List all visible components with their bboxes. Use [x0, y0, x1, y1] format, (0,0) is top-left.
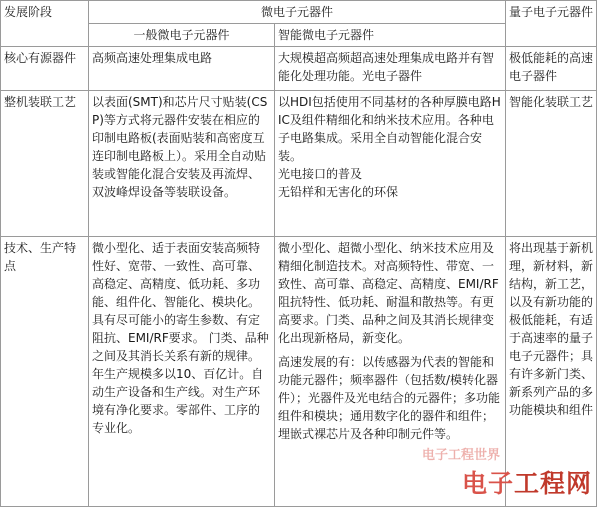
cell-core-quantum: 极低能耗的高速电子器件	[506, 47, 597, 91]
header-row	[1, 1, 597, 24]
header-quantum: 量子电子元器件	[506, 1, 597, 47]
assembly-smart-para-1: 以HDI包括使用不同基材的各种厚膜电路HIC及组件精细化和纳米技术应用。各种电子电路集成。采用全自动智能化混合安装。	[278, 95, 501, 163]
watermark-ghost-text: 电子工程世界	[421, 448, 500, 463]
row-label-tech: 技术、生产特点	[1, 237, 89, 507]
cell-tech-smart	[275, 237, 506, 507]
header-smart-micro: 智能微电子元器件	[275, 24, 506, 47]
cell-assembly-general: 以表面(SMT)和芯片尺寸贴装(CSP)等方式将元器件安装在相应的印制电路板(表面贴装和高密度互连印制电路板上）。采用全自动贴装或智能化混合安装及再流焊、双波峰焊设备等装联设备。	[89, 91, 275, 237]
tech-smart-para-1: 微小型化、超微小型化、纳米技术应用及精细化制造技术。对高频特性、带宽、一致性、高可靠、高稳定、高精度、EMI/RF阻抗特性、低功耗、耐温和散热等。有更高要求。门类、品种之间及其消长规律变化出现新格局，新变化。	[278, 241, 499, 345]
row-label-core: 核心有源器件	[1, 47, 89, 91]
header-stage: 发展阶段	[1, 1, 89, 47]
watermark-logo	[462, 469, 592, 499]
table-row	[1, 47, 597, 91]
watermark-part-b: 工程网	[513, 469, 592, 498]
watermark-part-a: 电子	[461, 469, 514, 498]
tech-smart-para-2: 高速发展的有：以传感器为代表的智能和功能元器件；频率器件（包括数/模转化器件）；光器件及光电结合的元器件；多功能组件和模块；通用数字化的器件和组件；埋嵌式裸芯片及各种印制元件等。	[278, 355, 501, 441]
header-general-micro: 一般微电子元器件	[89, 24, 275, 47]
header-micro-group: 微电子元器件	[89, 1, 506, 24]
cell-assembly-smart	[275, 91, 506, 237]
assembly-smart-para-2: 光电接口的普及	[278, 167, 363, 181]
cell-core-smart: 大规模超高频超高速处理集成电路并有智能化处理功能。光电子器件	[275, 47, 506, 91]
row-label-assembly: 整机装联工艺	[1, 91, 89, 237]
table-row	[1, 91, 597, 237]
assembly-smart-para-3: 无铅样和无害化的环保	[278, 185, 399, 199]
cell-tech-quantum: 将出现基于新机理，新材料，新结构，新工艺，以及有新功能的极低能耗，有适于高速率的量子电子元器件；具有许多新门类、新系列产品的多功能模块和组件	[506, 237, 597, 507]
cell-assembly-quantum: 智能化装联工艺	[506, 91, 597, 237]
table-row	[1, 237, 597, 507]
cell-tech-general: 微小型化、适于表面安装高频特性好、宽带、一致性、高可靠、高稳定、高精度、低功耗、多功能、组件化、智能化、模块化。具有尽可能小的寄生参数、有定阻抗、EMI/RF要求。 门类、品种之间及其消长关系有新的规律。年生产规模多以10、百亿计。自动生产设备和生产线。对生产环境有净化要求。零部件、工序的专业化。	[89, 237, 275, 507]
cell-core-general: 高频高速处理集成电路	[89, 47, 275, 91]
